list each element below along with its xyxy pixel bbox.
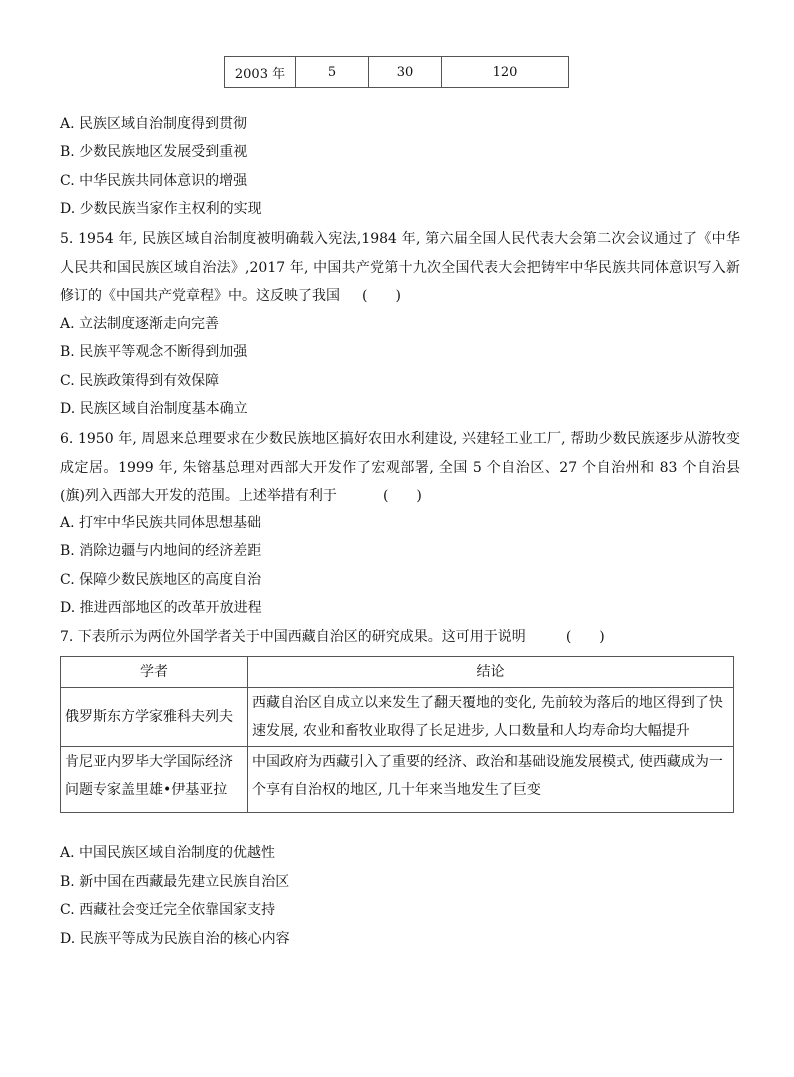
q4-option-c: C. 中华民族共同体意识的增强 [60,173,248,189]
scholar-cell: 俄罗斯东方学家雅科夫列夫 [61,688,248,747]
q5-stem [60,225,740,311]
header-scholar: 学者 [61,657,248,688]
table-cell: 30 [369,57,442,88]
conclusion-cell: 中国政府为西藏引入了重要的经济、政治和基础设施发展模式, 使西藏成为一个享有自治权的地区, 几十年来当地发生了巨变 [248,747,734,813]
q4-option-d: D. 少数民族当家作主权利的实现 [60,201,262,217]
table-row [61,688,734,747]
year-cell: 2003 年 [225,57,296,88]
table-row [225,57,569,88]
q7-option-c: C. 西藏社会变迁完全依靠国家支持 [60,902,276,918]
q5-option-d: D. 民族区域自治制度基本确立 [60,401,248,417]
header-conclusion: 结论 [248,657,734,688]
q5-option-b: B. 民族平等观念不断得到加强 [60,344,248,360]
data-table-continuation [224,56,569,88]
q5-option-a: A. 立法制度逐渐走向完善 [60,316,220,332]
q4-option-b: B. 少数民族地区发展受到重视 [60,144,248,160]
q6-option-a: A. 打牢中华民族共同体思想基础 [60,515,262,531]
q6-stem-text: 6. 1950 年, 周恩来总理要求在少数民族地区搞好农田水利建设, 兴建轻工业工厂, 帮助少数民族逐步从游牧变成定居。1999 年, 朱镕基总理对西部大开发作了宏观部署, 全国 5 个自治区、27 个自治州和 83 个自治县(旗)列入西部大开发的范围。上述举措有利于 [60,431,740,504]
scholar-table [60,656,734,813]
q5-stem-text: 5. 1954 年, 民族区域自治制度被明确载入宪法,1984 年, 第六届全国人民代表大会第二次会议通过了《中华人民共和国民族区域自治法》,2017 年, 中国共产党第十九次全国代表大会把铸牢中华民族共同体意识写入新修订的《中国共产党章程》中。这反映了我国 [60,231,740,304]
q7-option-d: D. 民族平等成为民族自治的核心内容 [60,931,290,947]
q7-option-a: A. 中国民族区域自治制度的优越性 [60,845,276,861]
q6-option-b: B. 消除边疆与内地间的经济差距 [60,543,262,559]
answer-paren: ( ) [382,488,422,504]
q4-option-a: A. 民族区域自治制度得到贯彻 [60,116,248,132]
q7-stem [60,627,605,647]
q7-option-b: B. 新中国在西藏最先建立民族自治区 [60,874,290,890]
answer-paren: ( ) [565,629,605,645]
q6-option-c: C. 保障少数民族地区的高度自治 [60,572,262,588]
q7-stem-text: 7. 下表所示为两位外国学者关于中国西藏自治区的研究成果。这可用于说明 [60,629,526,645]
q5-option-c: C. 民族政策得到有效保障 [60,373,220,389]
answer-paren: ( ) [362,288,401,304]
conclusion-cell: 西藏自治区自成立以来发生了翻天覆地的变化, 先前较为落后的地区得到了快速发展, 农业和畜牧业取得了长足进步, 人口数量和人均寿命均大幅提升 [248,688,734,747]
scholar-cell: 肯尼亚内罗毕大学国际经济问题专家盖里雄•伊基亚拉 [61,747,248,813]
table-cell: 120 [442,57,569,88]
table-row [61,747,734,813]
table-cell: 5 [296,57,369,88]
q6-stem [60,425,740,511]
table-header-row [61,657,734,688]
q6-option-d: D. 推进西部地区的改革开放进程 [60,600,262,616]
